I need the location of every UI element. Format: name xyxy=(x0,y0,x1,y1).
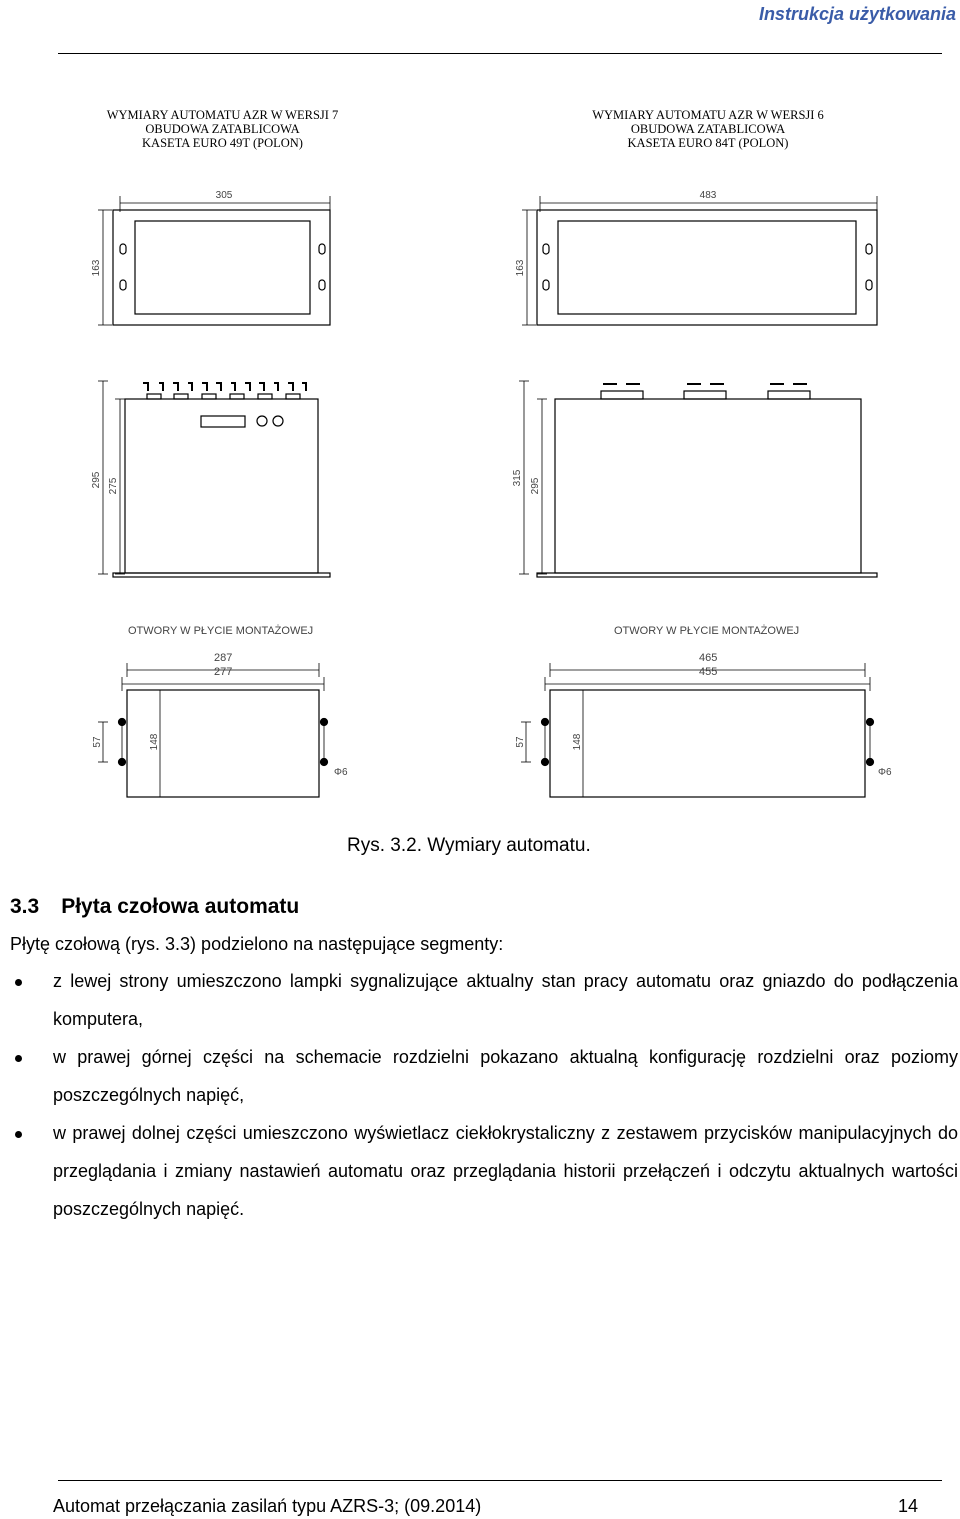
right-hole-diameter-label: Φ6 xyxy=(878,767,892,778)
left-height-label: 163 xyxy=(91,259,102,277)
left-top-view xyxy=(91,381,330,577)
document-header-title: Instrukcja użytkowania xyxy=(758,4,956,24)
left-depth-inner-label: 275 xyxy=(108,477,119,495)
list-item xyxy=(0,1114,960,1228)
right-front-view xyxy=(515,190,877,325)
list-item xyxy=(0,962,960,1038)
section-number: 3.3 xyxy=(10,895,40,918)
right-holes-v-big-label: 148 xyxy=(572,733,583,751)
footer-document-title: Automat przełączania zasilań typu AZRS-3; (09.2014) xyxy=(53,1496,482,1516)
right-holes-inner-label: 455 xyxy=(699,666,718,678)
left-holes-inner-label: 277 xyxy=(214,666,233,678)
left-caption-line-1: WYMIARY AUTOMATU AZR W WERSJI 7 xyxy=(106,108,339,122)
section-intro: Płytę czołową (rys. 3.3) podzielono na następujące segmenty: xyxy=(10,934,504,954)
header-rule xyxy=(58,53,942,54)
figure-caption: Rys. 3.2. Wymiary automatu. xyxy=(347,835,591,856)
right-height-label: 163 xyxy=(515,259,526,277)
dimension-drawing xyxy=(0,170,960,810)
bullet-icon xyxy=(15,1055,22,1062)
segment-list xyxy=(0,962,960,1228)
right-holes-title: OTWORY W PŁYCIE MONTAŻOWEJ xyxy=(614,625,800,637)
list-item-text: z lewej strony umieszczono lampki sygnalizujące aktualny stan pracy automatu oraz gniazdo do podłączenia komputera, xyxy=(53,971,958,1029)
right-width-label: 483 xyxy=(699,190,717,201)
right-caption-line-3: KASETA EURO 84T (POLON) xyxy=(627,136,789,150)
left-figure-caption xyxy=(80,108,365,150)
section-title: Płyta czołowa automatu xyxy=(61,895,300,918)
footer-rule xyxy=(58,1480,942,1481)
right-top-view xyxy=(512,381,877,577)
left-mounting-holes xyxy=(92,663,348,797)
left-holes-outer-label: 287 xyxy=(214,652,233,664)
left-front-view xyxy=(91,190,330,325)
right-caption-line-1: WYMIARY AUTOMATU AZR W WERSJI 6 xyxy=(592,108,824,122)
page-number: 14 xyxy=(898,1496,919,1516)
section-heading xyxy=(10,895,299,919)
left-hole-diameter-label: Φ6 xyxy=(334,767,348,778)
right-caption-line-2: OBUDOWA ZATABLICOWA xyxy=(630,122,786,136)
left-holes-v-small-label: 57 xyxy=(92,736,103,748)
right-depth-inner-label: 295 xyxy=(530,477,541,495)
list-item-text: w prawej dolnej części umieszczono wyświetlacz ciekłokrystaliczny z zestawem przycisków manipulacyjnych do przeglądania i zmiany nastawień automatu oraz przeglądania historii przełączeń i odczytu aktualnych wartości poszczególnych napięć. xyxy=(53,1123,958,1219)
right-holes-outer-label: 465 xyxy=(699,652,718,664)
left-depth-outer-label: 295 xyxy=(91,471,102,489)
left-width-label: 305 xyxy=(215,190,233,201)
bullet-icon xyxy=(15,979,22,986)
list-item-text: w prawej górnej części na schemacie rozdzielni pokazano aktualną konfigurację rozdzielni oraz poziomy poszczególnych napięć, xyxy=(53,1047,958,1105)
right-holes-v-small-label: 57 xyxy=(515,736,526,748)
left-caption-line-3: KASETA EURO 49T (POLON) xyxy=(142,136,303,150)
left-holes-title: OTWORY W PŁYCIE MONTAŻOWEJ xyxy=(128,625,314,637)
right-mounting-holes xyxy=(515,663,892,797)
left-caption-line-2: OBUDOWA ZATABLICOWA xyxy=(145,122,300,136)
bullet-icon xyxy=(15,1131,22,1138)
right-figure-caption xyxy=(563,108,853,150)
list-item xyxy=(0,1038,960,1114)
right-depth-outer-label: 315 xyxy=(512,469,523,487)
left-holes-v-big-label: 148 xyxy=(149,733,160,751)
